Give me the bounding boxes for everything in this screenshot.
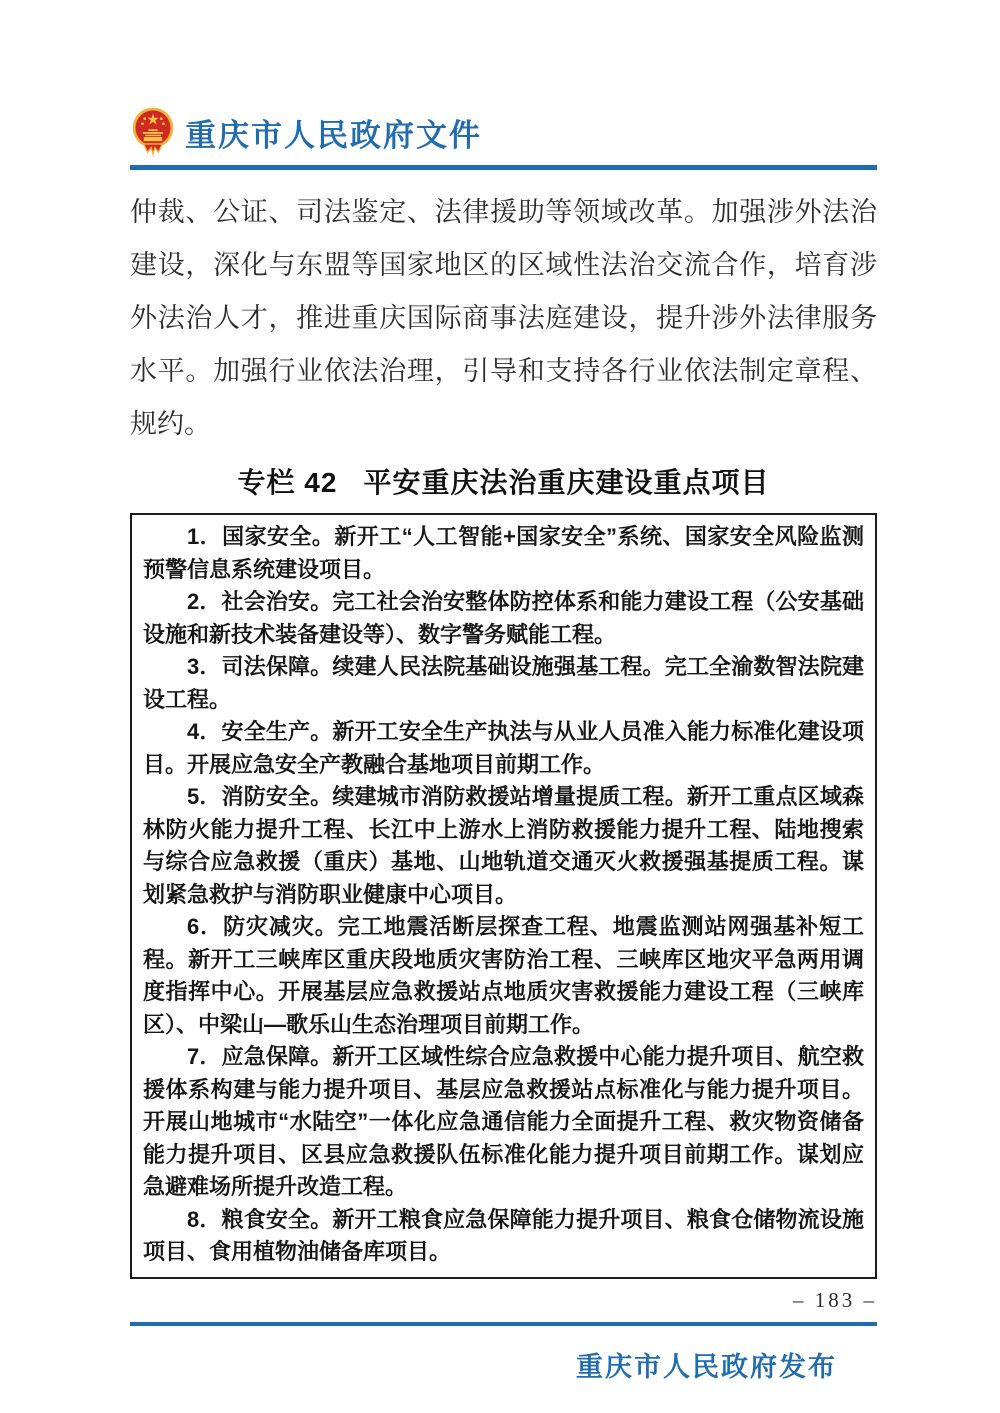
body-text-line: 规约。 — [130, 409, 211, 439]
footer-divider-line — [130, 1322, 877, 1326]
column-box-label: 专栏 42 — [237, 467, 338, 498]
document-header-title: 重庆市人民政府文件 — [185, 117, 482, 153]
page-content — [130, 0, 877, 1384]
body-text-line: 外法治人才，推进重庆国际商事法庭建设，提升涉外法律服务 — [130, 303, 877, 333]
header-divider-line — [130, 165, 877, 170]
document-header — [130, 0, 877, 158]
national-emblem-icon — [130, 106, 176, 158]
box-item-4-work-safety: 4．安全生产。新开工安全生产执法与从业人员准入能力标准化建设项目。开展应急安全产教融合基地项目前期工作。 — [143, 719, 864, 777]
body-text-line: 建设，深化与东盟等国家地区的区域性法治交流合作，培育涉 — [130, 250, 877, 280]
column-box — [130, 513, 877, 1279]
box-item-1-national-security: 1．国家安全。新开工“人工智能+国家安全”系统、国家安全风险监测预警信息系统建设项目。 — [143, 524, 864, 582]
box-item-2-public-order: 2．社会治安。完工社会治安整体防控体系和能力建设工程（公安基础设施和新技术装备建设等）、数字警务赋能工程。 — [143, 589, 864, 647]
page-number: – 183 – — [793, 1287, 877, 1312]
box-item-3-judicial-guarantee: 3．司法保障。续建人民法院基础设施强基工程。完工全渝数智法院建设工程。 — [143, 654, 864, 712]
column-box-title: 平安重庆法治重庆建设重点项目 — [363, 467, 770, 498]
column-box-heading — [130, 461, 877, 501]
box-item-5-fire-safety: 5．消防安全。续建城市消防救援站增量提质工程。新开工重点区域森林防火能力提升工程、长江中上游水上消防救援能力提升工程、陆地搜索与综合应急救援（重庆）基地、山地轨道交通灭火救援强基提质工程。谋划紧急救护与消防职业健康中心项目。 — [143, 784, 864, 907]
footer-publisher: 重庆市人民政府发布 — [576, 1351, 837, 1382]
box-item-7-emergency-support: 7．应急保障。新开工区域性综合应急救援中心能力提升项目、航空救援体系构建与能力提升项目、基层应急救援站点标准化与能力提升项目。开展山地城市“水陆空”一体化应急通信能力全面提升工程、救灾物资储备能力提升项目、区县应急救援队伍标准化能力提升项目前期工作。谋划应急避难场所提升改造工程。 — [143, 1044, 864, 1199]
body-text-line: 仲裁、公证、司法鉴定、法律援助等领域改革。加强涉外法治 — [130, 197, 877, 227]
body-paragraph — [130, 186, 877, 451]
body-text-line: 水平。加强行业依法治理，引导和支持各行业依法制定章程、 — [130, 356, 877, 386]
box-item-6-disaster-prevention: 6．防灾减灾。完工地震活断层探查工程、地震监测站网强基补短工程。新开工三峡库区重庆段地质灾害防治工程、三峡库区地灾平急两用调度指挥中心。开展基层应急救援站点地质灾害救援能力建设工程（三峡库区）、中梁山—歌乐山生态治理项目前期工作。 — [143, 914, 864, 1037]
box-item-8-grain-security: 8．粮食安全。新开工粮食应急保障能力提升项目、粮食仓储物流设施项目、食用植物油储备库项目。 — [143, 1206, 864, 1264]
